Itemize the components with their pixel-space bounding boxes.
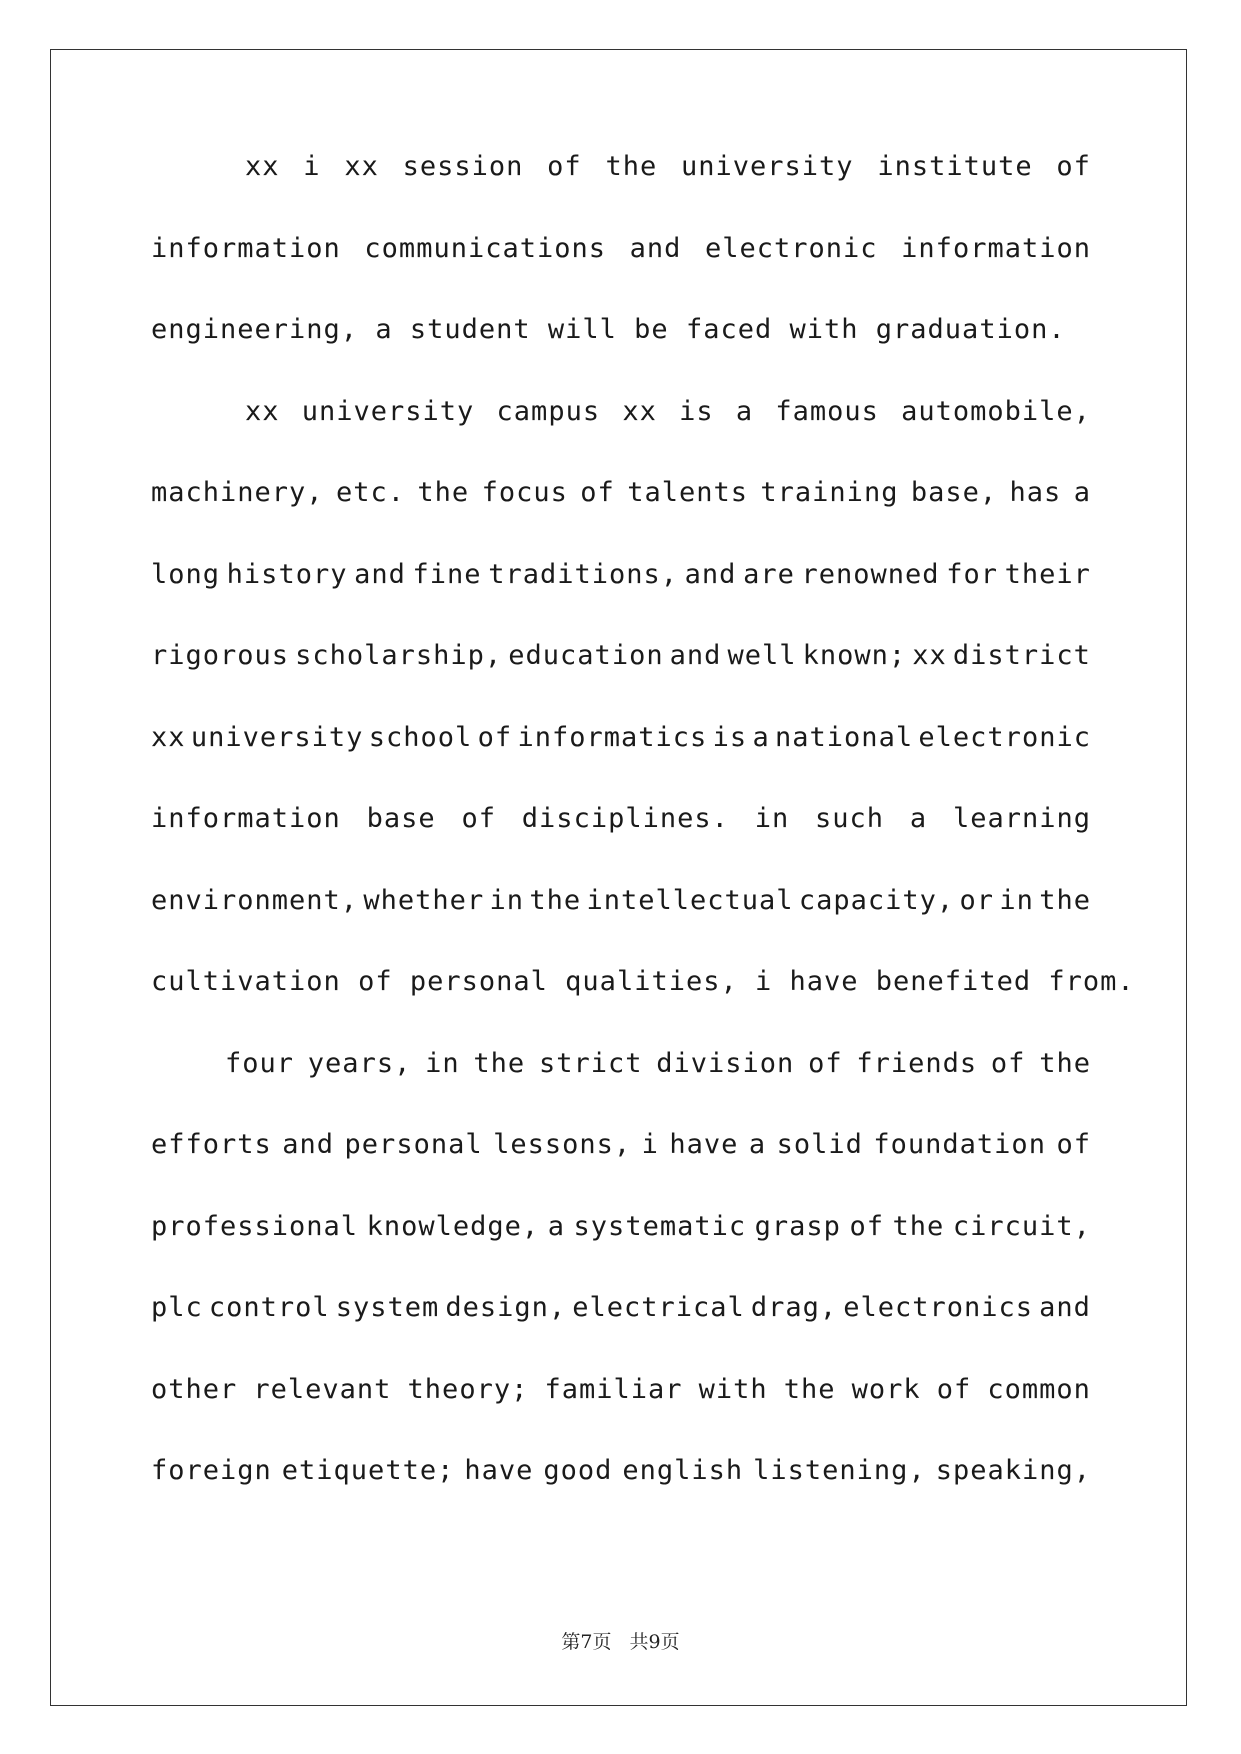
word: of	[936, 1373, 972, 1405]
word: environment,	[151, 884, 359, 916]
word: a	[375, 314, 410, 345]
word: communications	[364, 232, 606, 264]
word: engineering,	[151, 314, 376, 345]
word: has	[1009, 477, 1062, 508]
word: the	[1039, 1047, 1091, 1079]
word: of	[990, 1047, 1026, 1079]
word: benefited	[875, 966, 1049, 997]
word: xx	[912, 640, 947, 671]
word: be	[634, 314, 686, 345]
word: etiquette;	[281, 1455, 455, 1486]
word: qualities,	[565, 966, 755, 997]
word: and	[1039, 1292, 1091, 1323]
word: of	[1056, 151, 1091, 182]
word: university	[301, 395, 475, 427]
word: design,	[445, 1292, 567, 1323]
word: a	[1073, 477, 1091, 508]
word: and	[629, 232, 682, 264]
word: the	[783, 1373, 836, 1405]
word: have	[789, 966, 876, 997]
text-line	[151, 799, 1091, 881]
text-line	[151, 1451, 1091, 1533]
word: control	[208, 1292, 330, 1323]
word: familiar	[544, 1373, 683, 1405]
paragraph	[151, 147, 1091, 392]
word: national	[775, 721, 914, 753]
word: strict	[538, 1047, 643, 1079]
word: of	[358, 966, 410, 997]
word: disciplines.	[521, 803, 729, 834]
word: school	[368, 721, 473, 753]
word: with	[698, 1373, 768, 1405]
word: such	[815, 803, 885, 834]
word: focus	[481, 477, 568, 508]
word: or	[959, 884, 995, 916]
word: i	[754, 966, 790, 997]
text-line	[151, 1288, 1091, 1370]
word: district	[952, 640, 1091, 671]
text-line	[151, 1125, 1091, 1207]
word: a	[909, 803, 928, 834]
word: xx	[245, 151, 280, 182]
word: plc	[151, 1292, 203, 1323]
word: theory;	[407, 1373, 529, 1405]
word: of	[461, 803, 496, 834]
text-line	[151, 392, 1091, 474]
word: xx	[151, 721, 186, 753]
word: learning	[952, 803, 1091, 834]
word: personal	[344, 1129, 483, 1160]
document-body	[151, 147, 1135, 1533]
word: machinery,	[151, 477, 324, 508]
word: have	[669, 1129, 739, 1160]
word: traditions,	[488, 558, 679, 590]
word: with	[789, 314, 876, 345]
word: institute	[877, 151, 1033, 182]
word: years,	[307, 1047, 412, 1079]
text-line	[151, 1044, 1091, 1126]
word: the	[473, 1047, 526, 1079]
word: good	[543, 1455, 613, 1486]
word: and	[354, 558, 406, 590]
page-total: 共9页	[629, 1631, 680, 1653]
word: division	[656, 1047, 795, 1079]
word: scholarship,	[295, 640, 503, 671]
word: system	[335, 1292, 440, 1323]
word: graduation.	[875, 314, 1066, 345]
word: the	[417, 477, 470, 508]
word: work	[851, 1373, 921, 1405]
word: campus	[496, 395, 601, 427]
word: history	[226, 558, 348, 590]
word: from.	[1048, 966, 1135, 997]
word: university	[190, 721, 364, 753]
word: of	[477, 721, 513, 753]
word: their	[1004, 558, 1091, 590]
word: known;	[802, 640, 907, 671]
word: a	[547, 1210, 565, 1242]
word: grasp	[754, 1210, 841, 1242]
word: systematic	[573, 1210, 747, 1242]
word: information	[901, 232, 1091, 264]
text-line	[151, 1370, 1091, 1452]
word: knowledge,	[366, 1210, 540, 1242]
word: training	[760, 477, 899, 508]
word: electronics	[843, 1292, 1034, 1323]
word: cultivation	[151, 966, 359, 997]
word: have	[464, 1455, 534, 1486]
word: and	[669, 640, 722, 671]
word: informatics	[517, 721, 708, 753]
word: will	[547, 314, 635, 345]
text-line	[151, 1207, 1091, 1289]
word: base	[366, 803, 436, 834]
word: of	[580, 477, 615, 508]
word: lessons,	[493, 1129, 632, 1160]
word: in	[489, 884, 525, 916]
word: xx	[344, 151, 379, 182]
word: electronic	[705, 232, 878, 264]
word: information	[151, 232, 341, 264]
text-line	[151, 636, 1091, 718]
word: etc.	[335, 477, 405, 508]
page-footer	[0, 1627, 1241, 1654]
word: education	[508, 640, 664, 671]
word: faced	[685, 314, 790, 345]
word: relevant	[253, 1373, 392, 1405]
paragraph	[151, 392, 1135, 1044]
word: friends	[856, 1047, 978, 1079]
word: base,	[910, 477, 998, 508]
word: drag,	[750, 1292, 838, 1323]
text-line	[151, 555, 1091, 637]
word: fine	[412, 558, 482, 590]
word: of	[1056, 1129, 1091, 1160]
word: the	[529, 884, 582, 916]
word: for	[946, 558, 998, 590]
word: common	[987, 1373, 1091, 1405]
text-line	[151, 147, 1091, 229]
word: is	[679, 395, 714, 427]
word: information	[151, 803, 341, 834]
word: session	[402, 151, 524, 182]
word: university	[680, 151, 854, 182]
word: xx	[245, 395, 280, 427]
word: a	[748, 1129, 767, 1160]
word: renowned	[801, 558, 940, 590]
word: famous	[775, 395, 879, 427]
word: talents	[627, 477, 748, 508]
word: electronic	[918, 721, 1091, 753]
word: listening,	[753, 1455, 926, 1486]
word: professional	[151, 1210, 359, 1242]
word: electrical	[572, 1292, 745, 1323]
word: the	[1039, 884, 1091, 916]
word: intellectual	[586, 884, 794, 916]
word: of	[547, 151, 582, 182]
text-line	[151, 881, 1091, 963]
word: and	[684, 558, 737, 590]
text-line	[151, 473, 1091, 555]
word: well	[727, 640, 797, 671]
word: in	[999, 884, 1034, 916]
word: in	[425, 1047, 460, 1079]
word: automobile,	[901, 395, 1091, 427]
word: capacity,	[798, 884, 955, 916]
word: long	[151, 558, 221, 590]
text-line	[151, 229, 1091, 311]
word: are	[743, 558, 795, 590]
word: in	[754, 803, 790, 834]
page-number: 第7页	[561, 1631, 612, 1653]
word: i	[641, 1129, 659, 1160]
word: other	[151, 1373, 238, 1405]
text-line	[151, 718, 1091, 800]
word: four	[225, 1047, 295, 1079]
word: solid	[776, 1129, 863, 1160]
word: foundation	[873, 1129, 1046, 1160]
word: is	[712, 721, 748, 753]
word: foreign	[151, 1455, 272, 1486]
word: english	[622, 1455, 744, 1486]
word: whether	[363, 884, 485, 916]
word: and	[282, 1129, 335, 1160]
word: efforts	[151, 1129, 272, 1160]
word: xx	[622, 395, 657, 427]
word: student	[409, 314, 548, 345]
text-line	[151, 310, 1091, 392]
word: of	[808, 1047, 843, 1079]
paragraph	[151, 1044, 1091, 1533]
word: the	[892, 1210, 945, 1242]
word: of	[849, 1210, 884, 1242]
word: circuit,	[952, 1210, 1091, 1242]
word: i	[303, 151, 321, 182]
word: personal	[409, 966, 566, 997]
text-line	[151, 962, 1135, 1044]
word: rigorous	[151, 640, 290, 671]
word: a	[735, 395, 754, 427]
word: speaking,	[935, 1455, 1091, 1486]
word: a	[752, 721, 770, 753]
word: the	[605, 151, 658, 182]
